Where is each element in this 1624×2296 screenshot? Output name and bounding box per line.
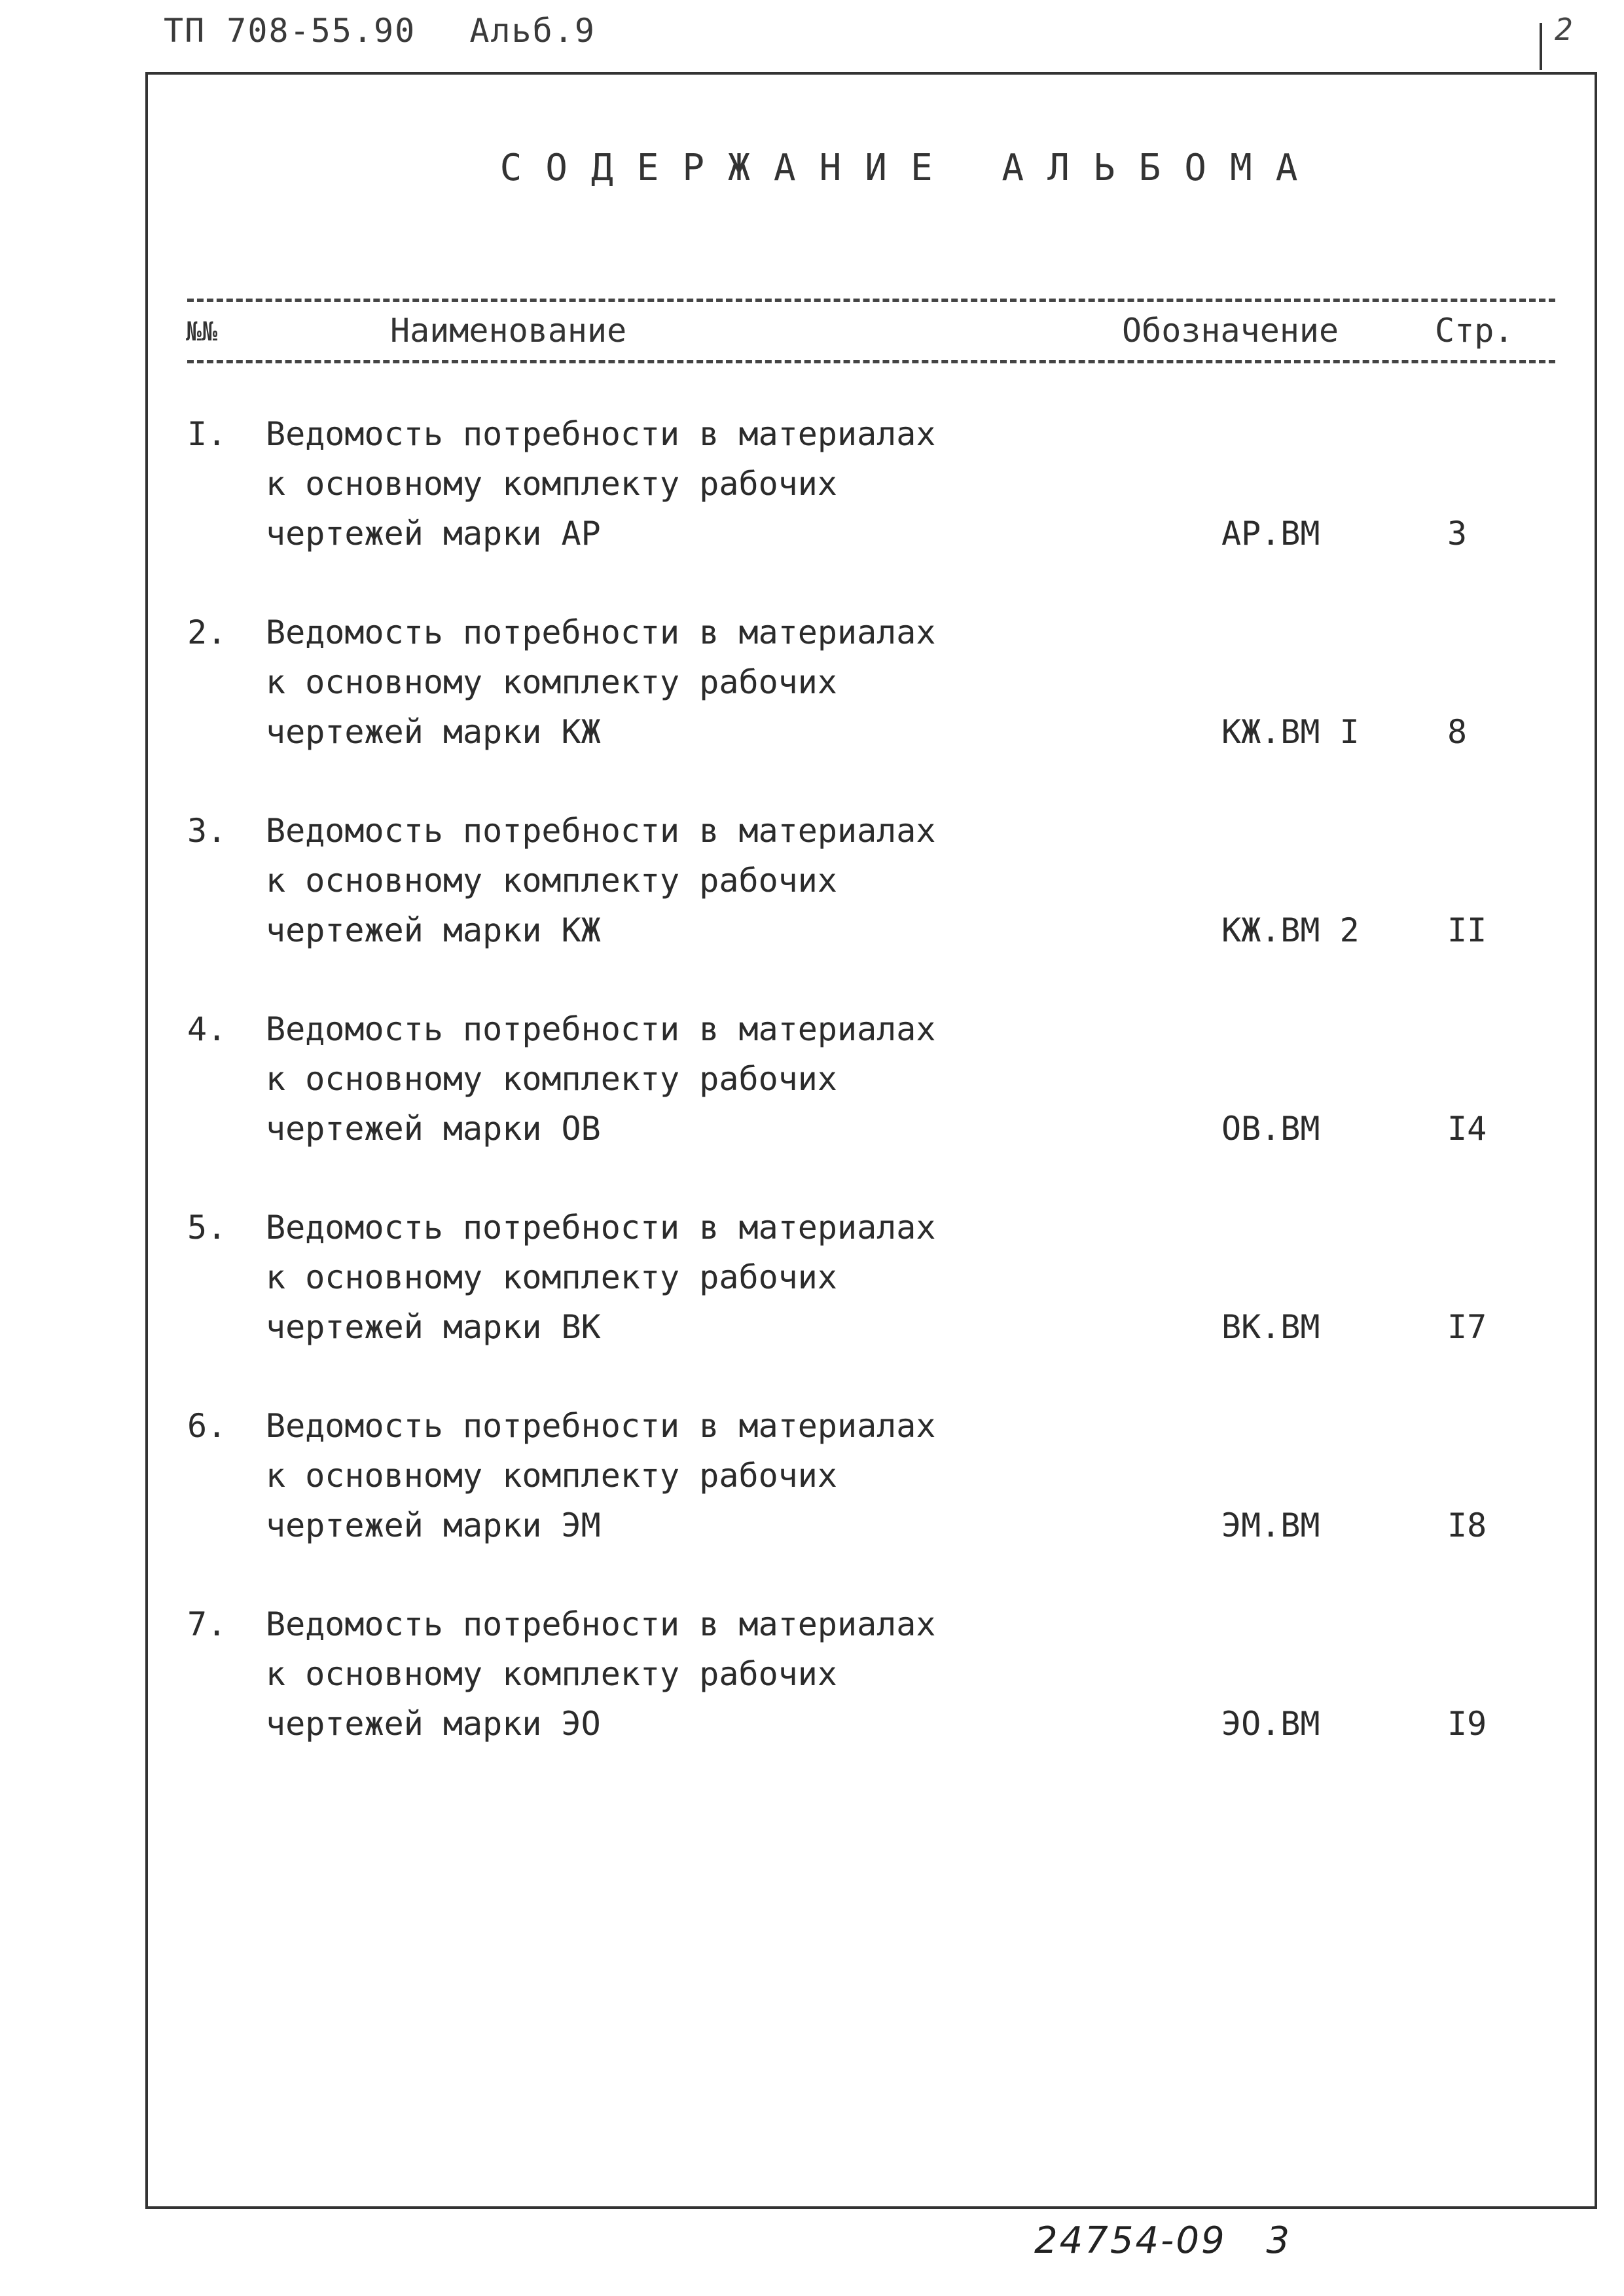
row-code: ЭО.ВМ xyxy=(1221,1705,1320,1743)
row-name-line-1: Ведомость потребности в материалах xyxy=(266,1209,936,1247)
table-row xyxy=(148,1209,1595,1366)
inventory-stamp xyxy=(1034,2219,1291,2262)
row-name-line-2: к основному комплекту рабочих xyxy=(266,663,837,701)
row-page: I4 xyxy=(1447,1110,1487,1148)
row-name-line-3: чертежей марки КЖ xyxy=(266,713,601,751)
row-page: 8 xyxy=(1447,713,1468,751)
row-number: 4. xyxy=(187,1010,227,1048)
table-header-rule-bottom xyxy=(187,360,1555,363)
row-name-line-2: к основному комплекту рабочих xyxy=(266,1457,837,1495)
row-name-line-2: к основному комплекту рабочих xyxy=(266,1655,837,1693)
column-header-name: Наименование xyxy=(390,312,627,350)
row-code: ОВ.ВМ xyxy=(1221,1110,1320,1148)
column-header-page: Стр. xyxy=(1435,312,1514,350)
row-name-line-1: Ведомость потребности в материалах xyxy=(266,1010,936,1048)
column-header-number: №№ xyxy=(186,317,218,347)
row-name-line-1: Ведомость потребности в материалах xyxy=(266,1407,936,1445)
row-page: I7 xyxy=(1447,1308,1487,1346)
row-name-line-3: чертежей марки ОВ xyxy=(266,1110,601,1148)
row-page: I8 xyxy=(1447,1506,1487,1544)
row-page: I9 xyxy=(1447,1705,1487,1743)
row-page: II xyxy=(1447,911,1487,949)
row-name-line-2: к основному комплекту рабочих xyxy=(266,1060,837,1098)
row-name-line-2: к основному комплекту рабочих xyxy=(266,862,837,900)
row-number: 6. xyxy=(187,1407,227,1445)
table-row xyxy=(148,1605,1595,1762)
document-code xyxy=(164,12,596,50)
footer-sheet-number: 3 xyxy=(1266,2219,1292,2262)
inventory-number: 24754-09 xyxy=(1034,2219,1227,2262)
sheet-tick-mark xyxy=(1540,23,1542,70)
row-name-line-1: Ведомость потребности в материалах xyxy=(266,415,936,453)
sheet-number: 2 xyxy=(1555,12,1573,47)
page-frame xyxy=(145,72,1597,2209)
row-name-line-3: чертежей марки ВК xyxy=(266,1308,601,1346)
row-name-line-2: к основному комплекту рабочих xyxy=(266,465,837,503)
row-name-line-1: Ведомость потребности в материалах xyxy=(266,613,936,651)
row-number: 5. xyxy=(187,1209,227,1247)
row-number: 2. xyxy=(187,613,227,651)
album-label: Альб.9 xyxy=(469,12,596,50)
row-name-line-3: чертежей марки КЖ xyxy=(266,911,601,949)
table-row xyxy=(148,1407,1595,1564)
table-row xyxy=(148,1010,1595,1167)
row-name-line-3: чертежей марки ЭМ xyxy=(266,1506,601,1544)
row-name-line-3: чертежей марки ЭО xyxy=(266,1705,601,1743)
row-name-line-3: чертежей марки АР xyxy=(266,515,601,553)
row-number: I. xyxy=(187,415,227,453)
row-code: АР.ВМ xyxy=(1221,515,1320,553)
row-code: ВК.ВМ xyxy=(1221,1308,1320,1346)
row-name-line-2: к основному комплекту рабочих xyxy=(266,1258,837,1296)
table-row xyxy=(148,613,1595,771)
row-name-line-1: Ведомость потребности в материалах xyxy=(266,812,936,850)
column-header-code: Обозначение xyxy=(1122,312,1339,350)
page-title: СОДЕРЖАНИЕ АЛЬБОМА xyxy=(499,147,1322,189)
table-row xyxy=(148,812,1595,969)
row-code: ЭМ.ВМ xyxy=(1221,1506,1320,1544)
row-number: 3. xyxy=(187,812,227,850)
row-page: 3 xyxy=(1447,515,1468,553)
table-header-rule-top xyxy=(187,299,1555,302)
doc-code-text: ТП 708-55.90 xyxy=(164,12,416,50)
row-code: КЖ.ВМ 2 xyxy=(1221,911,1360,949)
row-code: КЖ.ВМ I xyxy=(1221,713,1360,751)
row-name-line-1: Ведомость потребности в материалах xyxy=(266,1605,936,1643)
table-row xyxy=(148,415,1595,572)
row-number: 7. xyxy=(187,1605,227,1643)
